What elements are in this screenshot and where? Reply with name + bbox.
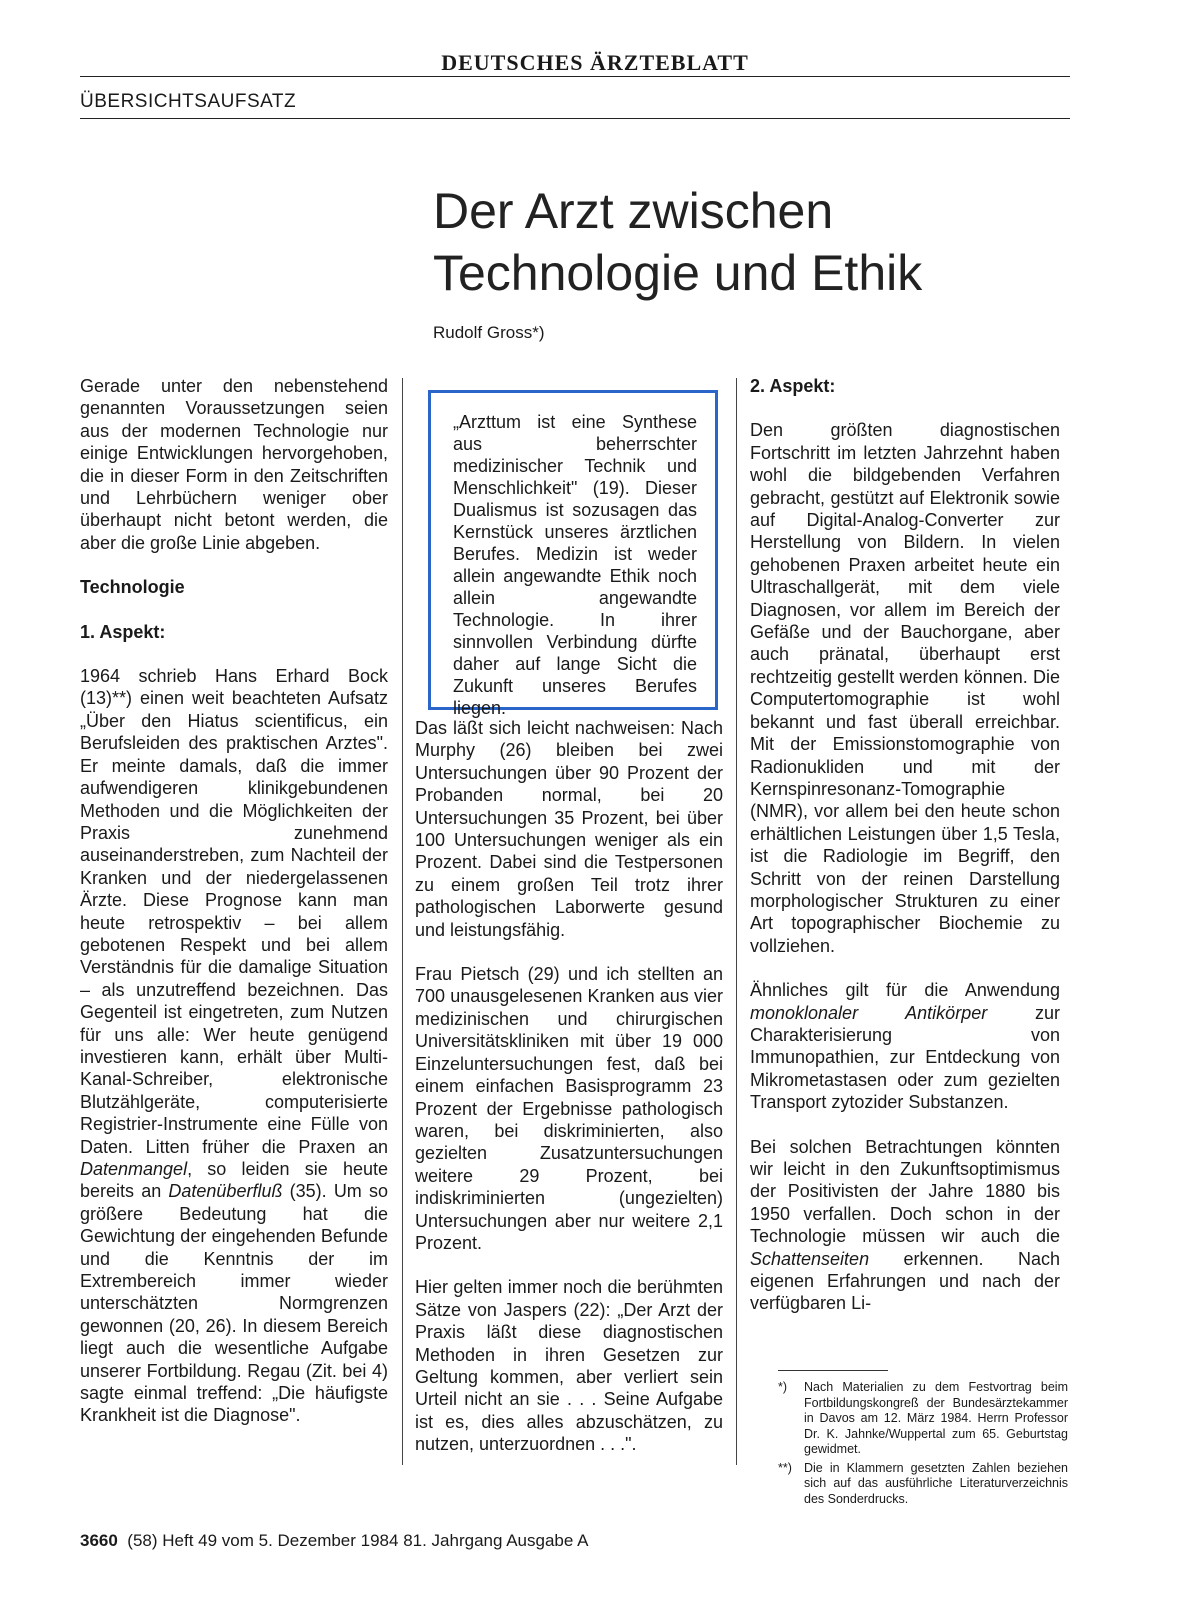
paragraph-schattenseiten: Bei solchen Betrachtungen könnten wir leicht in den Zukunftsoptimismus der Positivisten der Jahre 1880 bis 1950 verfallen. Doch schon in der Technologie müssen wir auch die Schattenseiten erkennen. Nach eigenen Erfahrungen und nach der verfügbaren Li-: [750, 1136, 1060, 1314]
paragraph-pietsch: Frau Pietsch (29) und ich stellten an 700 unausgelesenen Kranken aus vier medizinischen und chirurgischen Universitätskliniken mit über 19 000 Einzeluntersuchungen fest, daß bei einem einfachen Basisprogramm 23 Prozent der Ergebnisse pathologisch waren, bei diskriminierten, also gezielten Zusatzuntersuchungen weitere 29 Prozent, bei indiskriminierten (ungezielten) Untersuchungen aber nur weitere 2,1 Prozent.: [415, 964, 723, 1253]
emphasis-schattenseiten: Schattenseiten: [750, 1248, 870, 1269]
heading-aspekt-2: 2. Aspekt:: [750, 376, 836, 396]
heading-aspekt-1: 1. Aspekt:: [80, 621, 166, 642]
footnote-marker: **): [778, 1460, 792, 1475]
heading-technologie: Technologie: [80, 577, 185, 598]
footnote-1: [778, 1380, 1068, 1458]
paragraph-bock: 1964 schrieb Hans Erhard Bock (13)**) einen weit beachteten Aufsatz „Über den Hiatus scientificus, ein Berufsleiden des praktischen Arztes". Er meinte damals, daß die immer aufwendigeren klinikgebundenen Methoden und die Möglichkeiten der Praxis zunehmend auseinanderstreben, zum Nachteil der Kranken und der niedergelassenen Ärzte. Diese Prognose kann man heute retrospektiv – bei allem gebotenen Respekt und bei allem Verständnis für die damalige Situation – als unzutreffend bezeichnen. Das Gegenteil ist eingetreten, zum Nutzen für uns alle: Wer heute genügend investieren kann, erhält über Multi-Kanal-Schreiber, elektronische Blutzählgeräte, computerisierte Registrier-Instrumente eine Fülle von Daten. Litten früher die Praxen an Datenmangel, so leiden sie heute bereits an Datenüberfluß (35). Um so größere Bedeutung hat die Gewichtung der eingehenden Befunde und die Kenntnis der im Extrembereich immer wieder unterschätzten Normgrenzen gewonnen (20, 26). In diesem Bereich liegt auch die wesentliche Aufgabe unserer Fortbildung. Regau (Zit. bei 4) sagte einmal treffend: „Die häufigste Krankheit ist die Diagnose".: [80, 666, 388, 1426]
footnote-text: Nach Materialien zu dem Festvortrag beim Fortbildungskongreß der Bundesärztekammer in Davos am 12. März 1984. Herrn Professor Dr. K. Jahnke/Wuppertal zum 65. Geburtstag gewidmet.: [804, 1380, 1068, 1456]
column-2: [415, 717, 723, 1478]
footnote-2: [778, 1461, 1068, 1508]
paragraph-jaspers: Hier gelten immer noch die berühmten Sätze von Jaspers (22): „Der Arzt der Praxis läßt diese diagnostischen Methoden in ihren Gesetzen zur Geltung kommen, aber verliert sein Urteil nicht an sie . . . Seine Aufgabe ist es, dies alles abzuschätzen, zu nutzen, unterzuordnen . . .".: [415, 1277, 723, 1455]
masthead: DEUTSCHES ÄRZTEBLATT: [441, 50, 749, 75]
emphasis-antikoerper: monoklonaler Antikörper: [750, 1002, 988, 1023]
page-footer: [80, 1531, 588, 1551]
section-label: ÜBERSICHTSAUFSATZ: [80, 91, 297, 112]
title-line-2: Technologie und Ethik: [433, 245, 923, 301]
paragraph-murphy: Das läßt sich leicht nachweisen: Nach Murphy (26) bleiben bei zwei Untersuchungen über 90 Prozent der Probanden normal, bei 20 Untersuchungen 35 Prozent, bei über 100 Untersuchungen weniger als ein Prozent. Dabei sind die Testpersonen zu einem großen Teil trotz ihrer pathologischen Laborwerte gesund und leistungsfähig.: [415, 718, 723, 940]
column-3: [750, 375, 1060, 1337]
page-number: 3660: [80, 1531, 118, 1550]
pull-quote-box: „Arzttum ist eine Synthese aus beherrschter medizinischer Technik und Menschlichkeit" (19). Dieser Dualismus ist sozusagen das Kernstück unseres ärztlichen Berufes. Medizin ist weder allein angewandte Ethik noch allein angewandte Technologie. In ihrer sinnvollen Verbindung dürfte daher auf lange Sicht die Zukunft unseres Berufes liegen.: [428, 390, 718, 710]
title-line-1: Der Arzt zwischen: [433, 183, 834, 239]
footnotes: [778, 1380, 1068, 1510]
article-author: Rudolf Gross*): [433, 323, 545, 342]
paragraph-bildgebung: Den größten diagnostischen Fortschritt im letzten Jahrzehnt haben wohl die bildgebenden Verfahren gebracht, gestützt auf Elektronik sowie auf Digital-Analog-Converter zur Herstellung von Bildern. In vielen gehobenen Praxen arbeitet heute ein Ultraschallgerät, mit dem viele Diagnosen, vor allem im Bereich der Gefäße und der Bauchorgane, aber auch pränatal, überhaupt erst rechtzeitig gestellt werden können. Die Computertomographie ist wohl bekannt und fast überall erreichbar. Mit der Emissionstomographie von Radionukliden und mit der Kernspinresonanz-Tomographie (NMR), vor allem bei den heute schon erhältlichen Leistungen über 1,5 Tesla, ist die Radiologie im Begriff, den Schritt von der reinen Darstellung morphologischer Strukturen zu einer Art topographischer Biochemie zu vollziehen.: [750, 420, 1060, 956]
section-rule: [80, 118, 1070, 119]
column-1: [80, 375, 388, 1449]
emphasis-datenueberfluss: Datenüberfluß: [168, 1181, 283, 1202]
masthead-rule: [80, 76, 1070, 77]
footnote-marker: *): [778, 1380, 788, 1394]
emphasis-datenmangel: Datenmangel: [80, 1159, 188, 1179]
paragraph-antikoerper: Ähnliches gilt für die Anwendung monoklonaler Antikörper zur Charakterisierung von Immunopathien, zur Entdeckung von Mikrometastasen oder zum gezielten Transport zytozider Substanzen.: [750, 980, 1060, 1113]
column-divider-2: [736, 378, 737, 1465]
footnote-text: Die in Klammern gesetzten Zahlen beziehen sich auf das ausführliche Literaturverzeichnis des Sonderdrucks.: [804, 1460, 1068, 1506]
article-title: [433, 180, 922, 304]
footnote-rule: [778, 1370, 888, 1371]
intro-paragraph: Gerade unter den nebenstehend genannten Voraussetzungen seien aus der modernen Technologie nur einige Entwicklungen hervorgehoben, die in dieser Form in den Zeitschriften und Lehrbüchern weniger ober überhaupt nicht betont werden, die aber die große Linie abgeben.: [80, 376, 388, 553]
column-divider-1: [402, 378, 403, 1465]
issue-info: (58) Heft 49 vom 5. Dezember 1984 81. Jahrgang Ausgabe A: [127, 1531, 589, 1550]
